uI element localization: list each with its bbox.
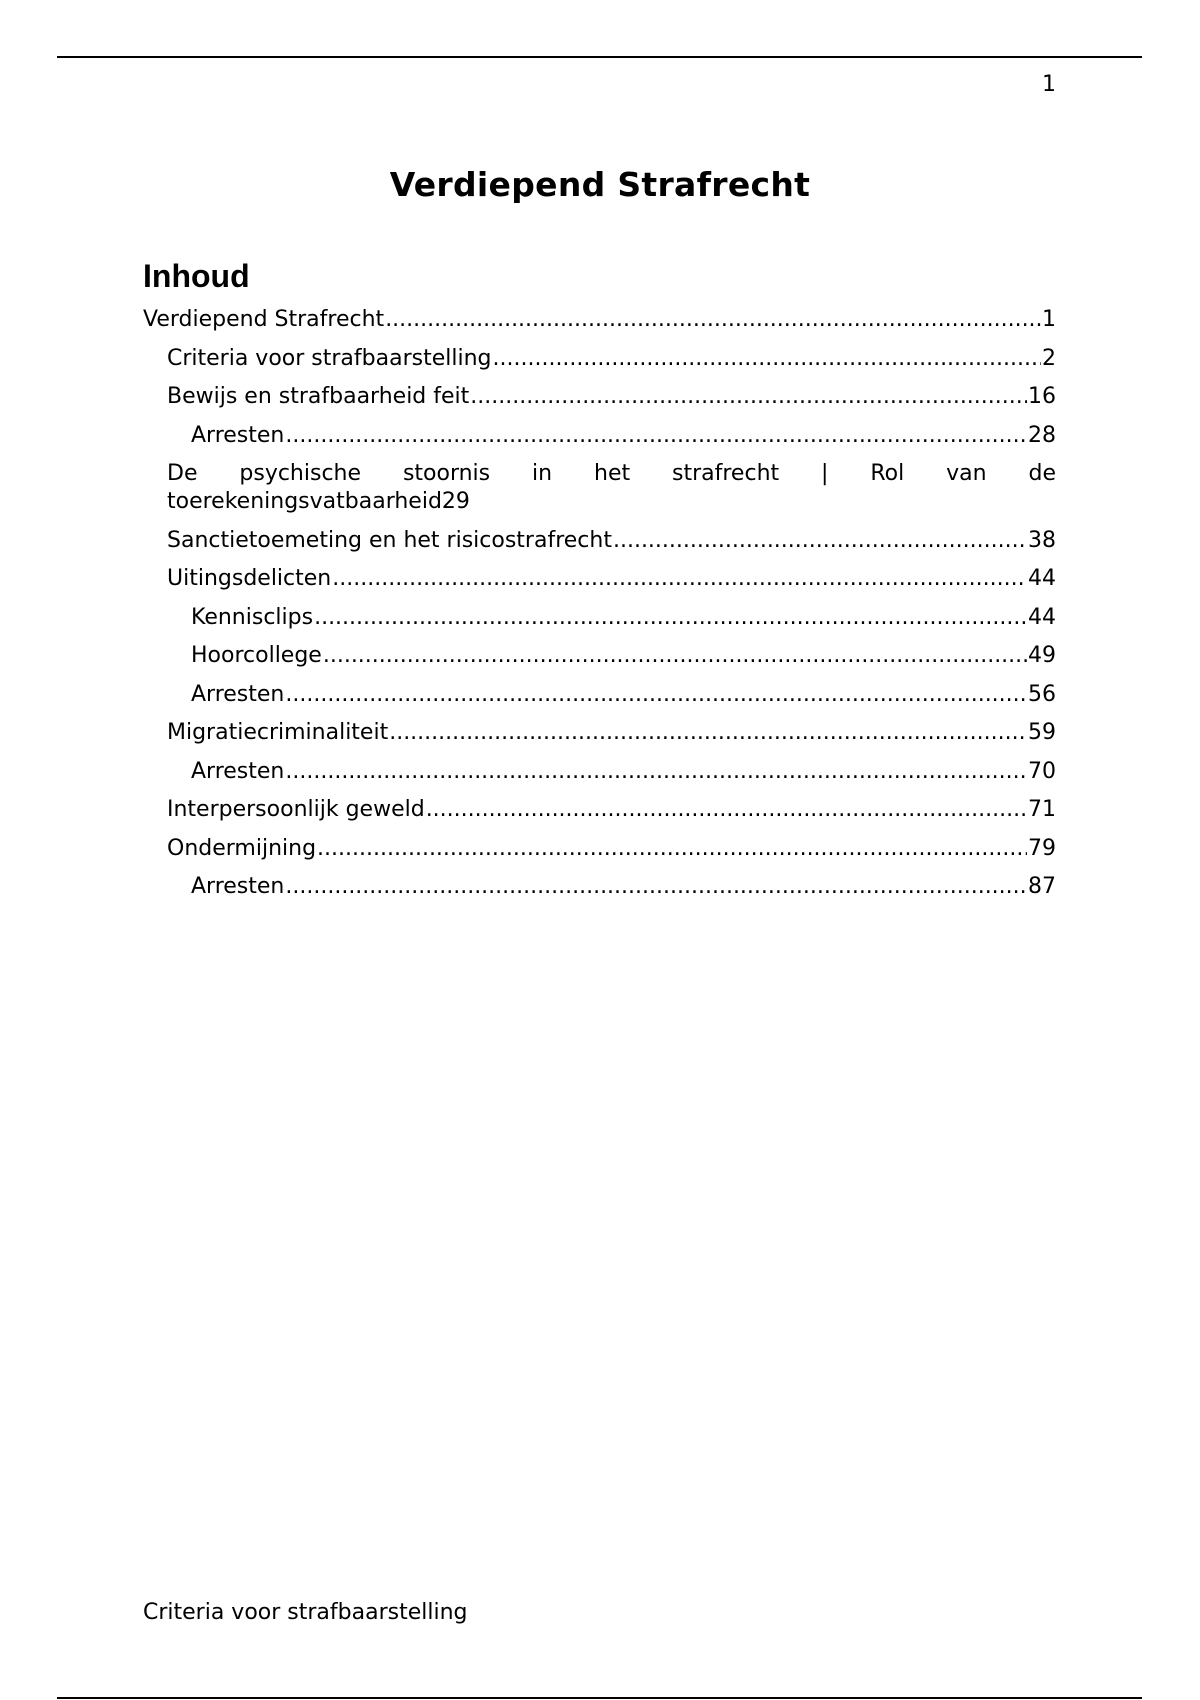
toc-entry-label: Migratiecriminaliteit <box>167 720 389 745</box>
toc-entry-label: Ondermijning <box>167 835 317 861</box>
toc-dot-leader <box>426 796 1027 824</box>
toc-dot-leader <box>317 835 1027 863</box>
toc-dot-leader <box>389 719 1027 747</box>
toc-entry-label: Interpersoonlijk geweld <box>167 797 425 822</box>
table-of-contents <box>143 306 1056 912</box>
toc-entry[interactable] <box>143 565 1056 593</box>
toc-entry-page: 44 <box>1028 566 1056 591</box>
toc-dot-leader <box>285 758 1027 786</box>
toc-entry[interactable] <box>143 604 1056 632</box>
toc-entry[interactable] <box>143 681 1056 709</box>
toc-entry-label: Arresten <box>191 681 285 707</box>
toc-entry-label: Verdiepend Strafrecht <box>143 307 385 332</box>
toc-entry-page: 70 <box>1028 758 1056 784</box>
toc-entry-page: 49 <box>1028 643 1056 668</box>
toc-entry-page: 1 <box>1042 307 1056 332</box>
toc-entry[interactable] <box>143 835 1056 863</box>
toc-entry-page: 38 <box>1028 527 1056 553</box>
toc-dot-leader <box>332 565 1027 593</box>
toc-entry-page: 28 <box>1028 422 1056 448</box>
footer-rule <box>57 1697 1142 1699</box>
toc-entry-label: Criteria voor strafbaarstelling <box>167 345 492 371</box>
toc-entry[interactable] <box>143 873 1056 901</box>
toc-entry-page: 79 <box>1028 835 1056 861</box>
page-number: 1 <box>1042 72 1056 97</box>
header-rule <box>57 56 1142 58</box>
toc-entry-label: Hoorcollege <box>191 643 322 668</box>
toc-entry[interactable] <box>143 383 1056 411</box>
toc-entry-page: 59 <box>1028 720 1056 745</box>
toc-entry-page: 2 <box>1042 345 1056 371</box>
toc-entry-page: 16 <box>1028 384 1056 409</box>
toc-entry-label: Uitingsdelicten <box>167 566 332 591</box>
toc-entry-page: 87 <box>1028 874 1056 899</box>
toc-entry-label-line2: toerekeningsvatbaarheid <box>167 489 442 514</box>
toc-entry[interactable] <box>143 345 1056 373</box>
toc-entry-page: 29 <box>441 489 470 514</box>
toc-dot-leader <box>314 604 1027 632</box>
toc-entry[interactable] <box>143 460 1056 516</box>
toc-entry-page: 56 <box>1028 681 1056 707</box>
toc-entry-label: Kennisclips <box>191 604 314 630</box>
toc-entry-label: Bewijs en strafbaarheid feit <box>167 384 470 409</box>
toc-entry[interactable] <box>143 796 1056 824</box>
toc-entry[interactable] <box>143 758 1056 786</box>
toc-entry-label: Sanctietoemeting en het risicostrafrecht <box>167 527 612 553</box>
toc-entry-page: 71 <box>1028 797 1056 822</box>
toc-dot-leader <box>285 422 1027 450</box>
toc-dot-leader <box>323 642 1027 670</box>
toc-entry-label: Arresten <box>191 422 285 448</box>
toc-heading: Inhoud <box>143 258 250 294</box>
toc-entry[interactable] <box>143 719 1056 747</box>
toc-dot-leader <box>613 527 1027 555</box>
toc-dot-leader <box>285 681 1027 709</box>
toc-entry-label: Arresten <box>191 874 285 899</box>
toc-entry[interactable] <box>143 642 1056 670</box>
toc-dot-leader <box>285 873 1027 901</box>
toc-entry[interactable] <box>143 422 1056 450</box>
toc-entry-page: 44 <box>1028 604 1056 630</box>
toc-dot-leader <box>470 383 1027 411</box>
toc-entry[interactable] <box>143 527 1056 555</box>
toc-entry-label-line1: De psychische stoornis in het strafrecht | Rol van de <box>167 461 1057 486</box>
next-section-heading: Criteria voor strafbaarstelling <box>143 1600 468 1625</box>
toc-entry-label: Arresten <box>191 758 285 784</box>
toc-dot-leader <box>385 306 1041 334</box>
document-title: Verdiepend Strafrecht <box>389 165 811 204</box>
toc-dot-leader <box>493 345 1042 373</box>
toc-entry[interactable] <box>143 306 1056 334</box>
